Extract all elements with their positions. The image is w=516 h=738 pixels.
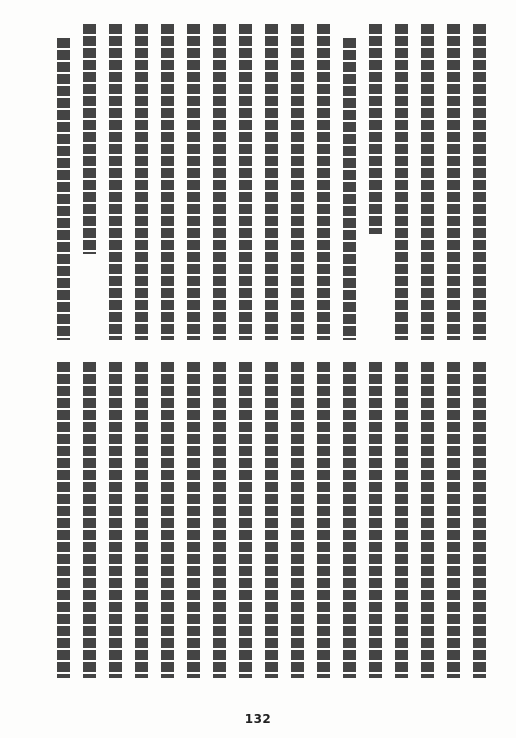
text-line (395, 362, 408, 678)
text-line (447, 24, 460, 340)
text-line (213, 362, 226, 678)
text-line (291, 24, 304, 340)
text-line (343, 38, 356, 340)
text-column (234, 24, 258, 340)
page-number: 132 (244, 712, 272, 726)
text-column (338, 24, 362, 340)
text-column (286, 362, 310, 678)
text-line (57, 362, 70, 678)
text-column (104, 362, 128, 678)
text-line (447, 362, 460, 678)
text-column (390, 24, 414, 340)
text-line (265, 362, 278, 678)
text-column (52, 362, 76, 678)
text-line (213, 24, 226, 340)
text-column (130, 362, 154, 678)
text-column (312, 24, 336, 340)
text-column (364, 362, 388, 678)
text-column (416, 24, 440, 340)
text-column (468, 362, 492, 678)
text-line (239, 24, 252, 340)
text-line (421, 24, 434, 340)
text-line (109, 362, 122, 678)
text-line (473, 362, 486, 678)
text-column (78, 362, 102, 678)
text-line (473, 24, 486, 340)
text-line (161, 362, 174, 678)
text-column (234, 362, 258, 678)
text-column (52, 24, 76, 340)
text-line (187, 24, 200, 340)
text-line (83, 24, 96, 254)
text-column (182, 24, 206, 340)
text-line (161, 24, 174, 340)
text-column (208, 24, 232, 340)
text-column (390, 362, 414, 678)
text-line (369, 362, 382, 678)
text-line (83, 362, 96, 678)
text-line (291, 362, 304, 678)
text-column (130, 24, 154, 340)
text-line (317, 24, 330, 340)
upper-text-block (30, 24, 492, 340)
text-column (442, 362, 466, 678)
text-line (421, 362, 434, 678)
text-line (265, 24, 278, 340)
text-line (109, 24, 122, 340)
text-column (338, 362, 362, 678)
text-column (156, 24, 180, 340)
text-column (468, 24, 492, 340)
text-column (364, 24, 388, 340)
text-column (416, 362, 440, 678)
text-line (135, 362, 148, 678)
lower-text-block (30, 362, 492, 678)
text-line (57, 38, 70, 340)
text-column (182, 362, 206, 678)
text-line (239, 362, 252, 678)
text-column (104, 24, 128, 340)
text-column (260, 24, 284, 340)
text-column (442, 24, 466, 340)
text-line (395, 24, 408, 340)
text-column (156, 362, 180, 678)
text-column (312, 362, 336, 678)
text-line (369, 24, 382, 234)
text-line (317, 362, 330, 678)
text-column (78, 24, 102, 340)
text-column (208, 362, 232, 678)
text-line (187, 362, 200, 678)
text-column (260, 362, 284, 678)
text-column (286, 24, 310, 340)
text-line (343, 362, 356, 678)
page-body (30, 24, 492, 704)
text-line (135, 24, 148, 340)
